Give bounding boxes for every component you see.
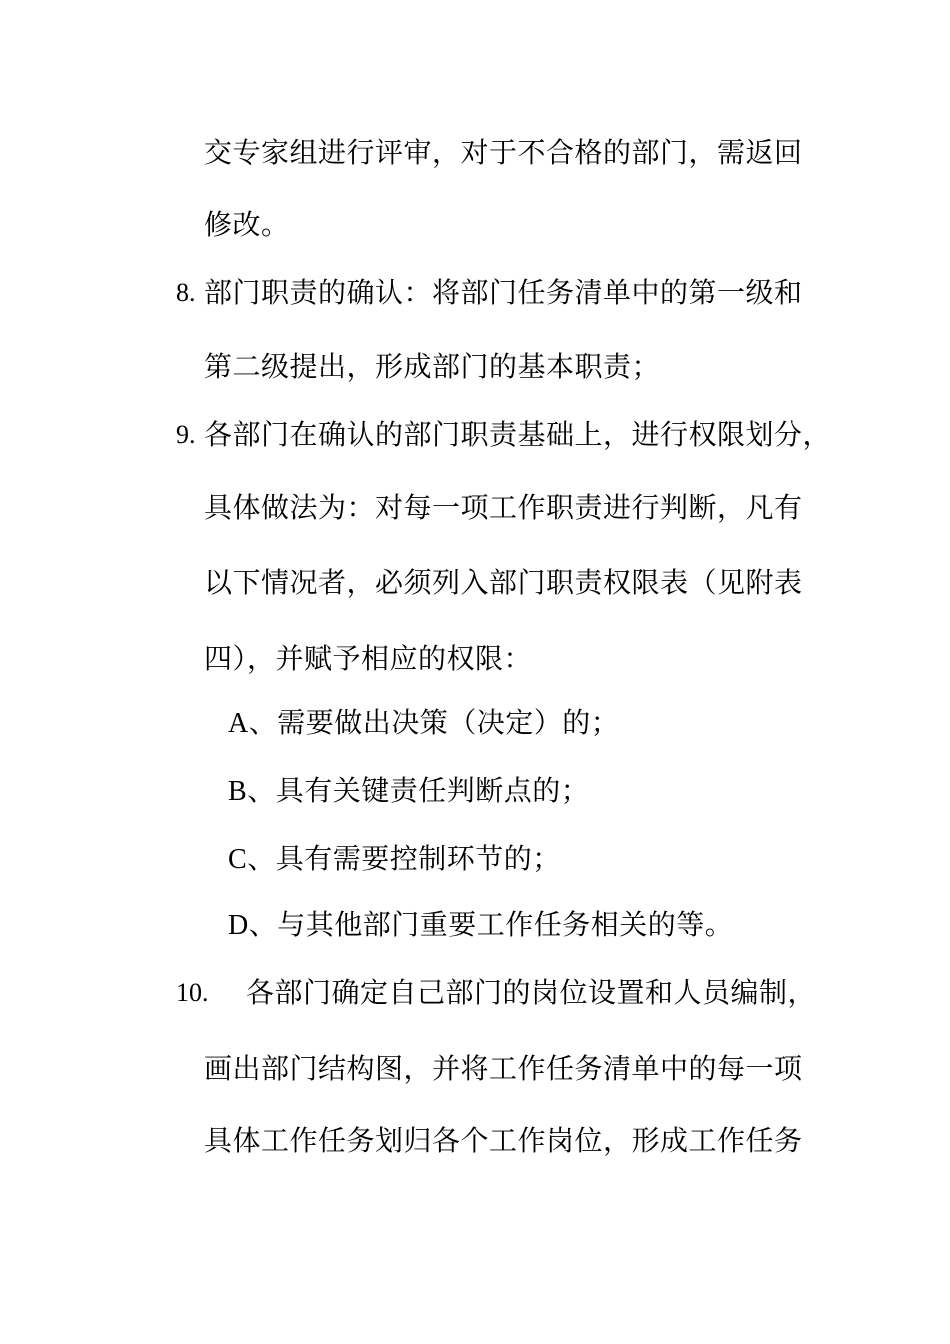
item-9-line-3: 以下情况者，必须列入部门职责权限表（见附表	[204, 566, 803, 599]
item-10-line-1: 各部门确定自己部门的岗位设置和人员编制，	[246, 976, 817, 1009]
item-number-9: 9.	[176, 420, 196, 449]
sub-item-c	[228, 842, 561, 877]
sub-item-d-letter: D	[228, 910, 249, 941]
sub-item-c-text: 、具有需要控制环节的；	[247, 842, 561, 875]
item-8-line-1: 部门职责的确认：将部门任务清单中的第一级和	[204, 276, 803, 309]
sub-item-b	[228, 774, 589, 809]
item-9-line-4: 四），并赋予相应的权限：	[204, 642, 533, 675]
sub-item-d-text: 、与其他部门重要工作任务相关的等。	[248, 908, 734, 941]
sub-item-a	[228, 706, 619, 741]
sub-item-a-text: 、需要做出决策（决定）的；	[248, 706, 620, 739]
item-8-line-2: 第二级提出，形成部门的基本职责；	[204, 350, 661, 383]
sub-item-c-letter: C	[228, 844, 248, 875]
paragraph-line-2: 修改。	[204, 208, 290, 241]
item-number-10: 10.	[176, 978, 209, 1007]
sub-item-b-letter: B	[228, 776, 248, 807]
item-10-line-2: 画出部门结构图，并将工作任务清单中的每一项	[204, 1052, 803, 1085]
sub-item-d	[228, 908, 733, 943]
item-10-line-3: 具体工作任务划归各个工作岗位，形成工作任务	[204, 1124, 803, 1157]
sub-item-b-text: 、具有关键责任判断点的；	[247, 774, 590, 807]
item-9-line-1: 各部门在确认的部门职责基础上，进行权限划分，	[204, 418, 832, 451]
item-9-line-2: 具体做法为：对每一项工作职责进行判断，凡有	[204, 491, 803, 524]
paragraph-line-1: 交专家组进行评审，对于不合格的部门，需返回	[204, 136, 803, 169]
sub-item-a-letter: A	[228, 708, 249, 739]
item-number-8: 8.	[176, 278, 196, 307]
